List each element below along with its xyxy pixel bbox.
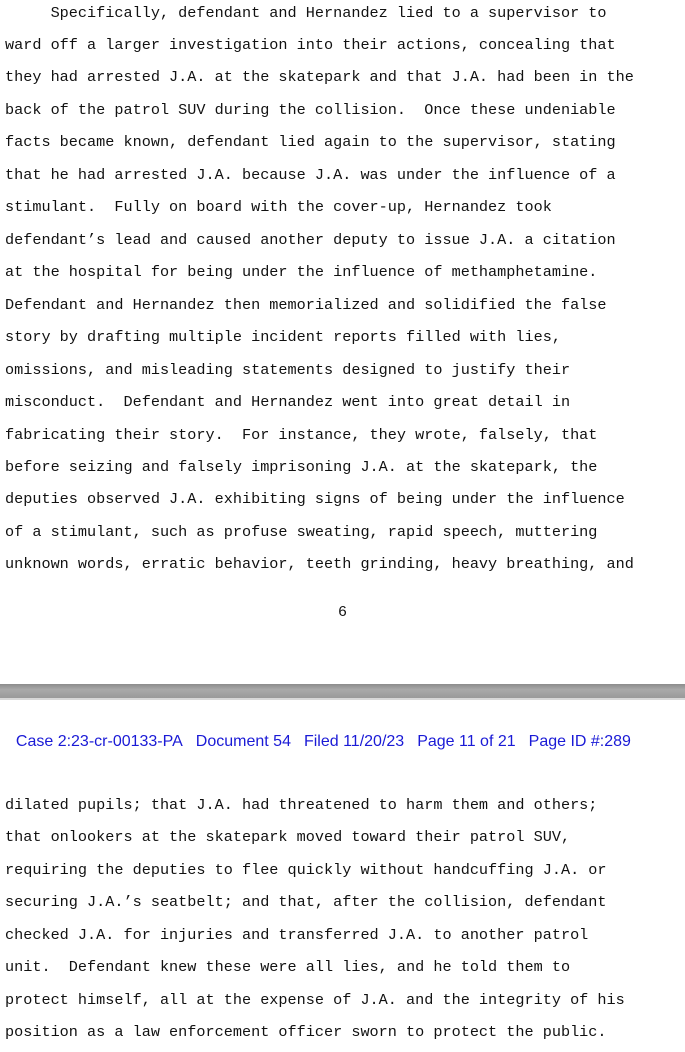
body-text-line: of a stimulant, such as profuse sweating, rapid speech, muttering	[5, 523, 598, 541]
body-text-line: ward off a larger investigation into their actions, concealing that	[5, 36, 616, 54]
body-text-line: that onlookers at the skatepark moved toward their patrol SUV,	[5, 828, 571, 846]
body-text-line: requiring the deputies to flee quickly without handcuffing J.A. or	[5, 861, 607, 879]
body-text-line: misconduct. Defendant and Hernandez went into great detail in	[5, 393, 571, 411]
document-number: Document 54	[195, 733, 291, 750]
body-text-line: omissions, and misleading statements designed to justify their	[5, 361, 571, 379]
body-text-line: story by drafting multiple incident reports filled with lies,	[5, 328, 561, 346]
filed-date: Filed 11/20/23	[303, 733, 405, 750]
body-text-line: unit. Defendant knew these were all lies, and he told them to	[5, 958, 571, 976]
body-text-line: Specifically, defendant and Hernandez lied to a supervisor to	[5, 4, 607, 22]
body-text-line: protect himself, all at the expense of J.A. and the integrity of his	[5, 991, 625, 1009]
case-header	[7, 712, 644, 752]
body-text-line: deputies observed J.A. exhibiting signs of being under the influence	[5, 490, 625, 508]
page-count: Page 11 of 21	[417, 733, 516, 750]
body-text-line: back of the patrol SUV during the collision. Once these undeniable	[5, 101, 616, 119]
body-text-line: at the hospital for being under the influence of methamphetamine.	[5, 263, 598, 281]
body-text-line: securing J.A.’s seatbelt; and that, after the collision, defendant	[5, 893, 607, 911]
body-text-line: defendant’s lead and caused another deputy to issue J.A. a citation	[5, 231, 616, 249]
body-text-line: fabricating their story. For instance, they wrote, falsely, that	[5, 426, 598, 444]
page-number: 6	[337, 604, 347, 621]
case-number: Case 2:23-cr-00133-PA	[15, 733, 183, 750]
body-text-line: that he had arrested J.A. because J.A. was under the influence of a	[5, 166, 616, 184]
body-text-line: dilated pupils; that J.A. had threatened to harm them and others;	[5, 796, 598, 814]
body-text-line: position as a law enforcement officer sworn to protect the public.	[5, 1023, 607, 1041]
page-separator-shadow	[0, 698, 685, 700]
body-text-line: stimulant. Fully on board with the cover-up, Hernandez took	[5, 198, 552, 216]
body-text-line: checked J.A. for injuries and transferred J.A. to another patrol	[5, 926, 589, 944]
page-id: Page ID #:289	[528, 733, 631, 750]
page-separator	[0, 684, 685, 698]
body-text-line: facts became known, defendant lied again to the supervisor, stating	[5, 133, 616, 151]
body-text-line: before seizing and falsely imprisoning J.A. at the skatepark, the	[5, 458, 598, 476]
body-text-line: unknown words, erratic behavior, teeth grinding, heavy breathing, and	[5, 555, 634, 573]
body-text-line: Defendant and Hernandez then memorialized and solidified the false	[5, 296, 607, 314]
body-text-line: they had arrested J.A. at the skatepark and that J.A. had been in the	[5, 68, 634, 86]
